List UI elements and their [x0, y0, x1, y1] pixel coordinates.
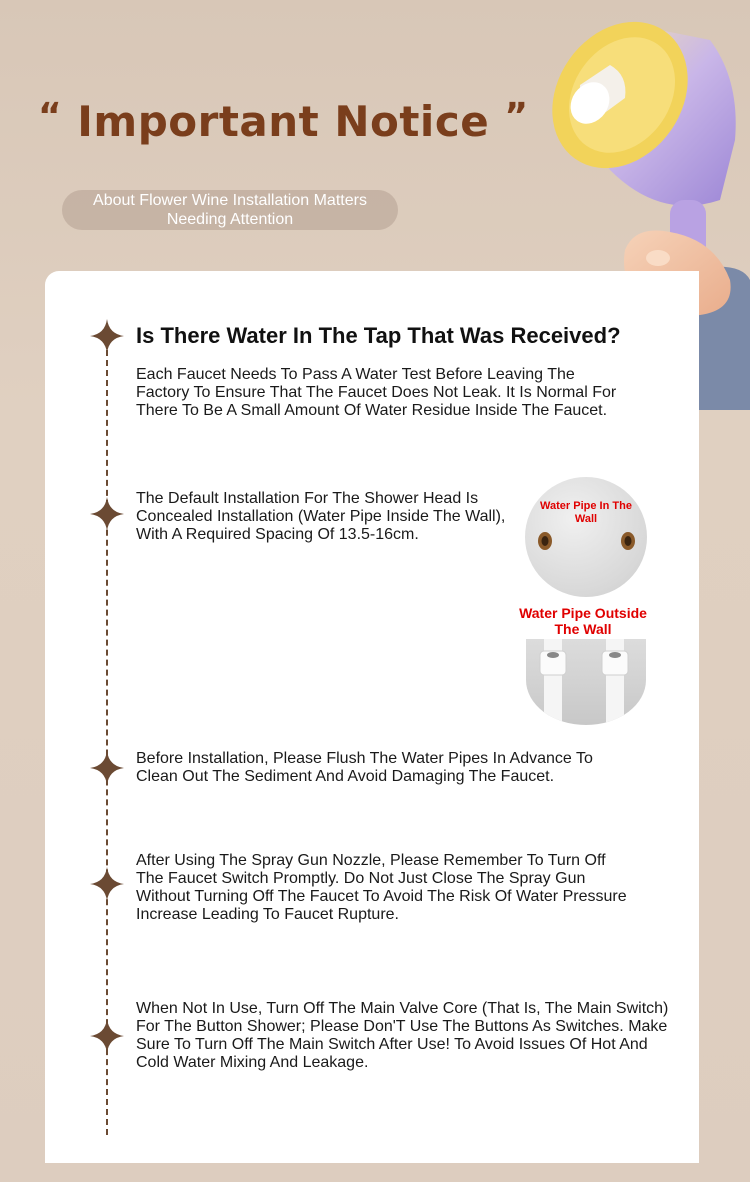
- section-heading: Is There Water In The Tap That Was Received?: [136, 323, 621, 348]
- section-text: After Using The Spray Gun Nozzle, Please Remember To Turn Off The Faucet Switch Promptly. Do Not Just Close The Spray Gun Without Turning Off The Faucet To Avoid The Risk Of Water Pressure Increase Leading To Faucet Rupture.: [136, 852, 627, 923]
- subtitle-badge: [62, 190, 398, 230]
- star-marker-icon: [90, 867, 124, 901]
- section-text: When Not In Use, Turn Off The Main Valve Core (That Is, The Main Switch) For The Button Shower; Please Don'T Use The Buttons As Switches. Make Sure To Turn Off The Main Switch After Use! To Avoid Issues Of Hot And Cold Water Mixing And Leakage.: [136, 1000, 669, 1071]
- wall-outlet-icon: [525, 477, 647, 597]
- subtitle-text: About Flower Wine Installation Matters Needing Attention: [93, 192, 367, 228]
- exposed-pipes-icon: [526, 639, 646, 725]
- star-marker-icon: [90, 751, 124, 785]
- star-marker-icon: [90, 1019, 124, 1053]
- star-marker-icon: [90, 319, 124, 353]
- pipe-in-wall-image: [525, 477, 647, 597]
- section-text: Before Installation, Please Flush The Water Pipes In Advance To Clean Out The Sediment And Avoid Damaging The Faucet.: [136, 750, 593, 785]
- pipe-outside-wall-image: [526, 639, 646, 725]
- close-quote-mark: ”: [504, 96, 529, 137]
- section-text: Each Faucet Needs To Pass A Water Test Before Leaving The Factory To Ensure That The Faucet Does Not Leak. It Is Normal For There To Be A Small Amount Of Water Residue Inside The Faucet.: [136, 366, 617, 419]
- section-text: The Default Installation For The Shower Head Is Concealed Installation (Water Pipe Inside The Wall), With A Required Spacing Of 13.5-16cm.: [136, 490, 506, 543]
- pipe-in-wall-label: Water Pipe In The Wall: [540, 500, 632, 525]
- page-title: [38, 96, 529, 146]
- star-marker-icon: [90, 497, 124, 531]
- timeline-line: [106, 350, 108, 1135]
- title-text: Important Notice: [77, 97, 490, 146]
- pipe-outside-wall-label: Water Pipe Outside The Wall: [519, 605, 647, 637]
- open-quote-mark: “: [38, 96, 63, 137]
